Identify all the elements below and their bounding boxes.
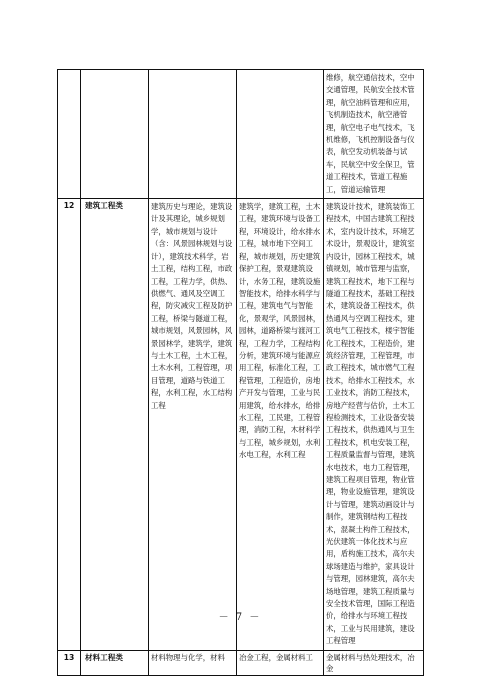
row-number: 12 [58, 199, 81, 651]
page-number: － 7 － [218, 612, 262, 623]
undergraduate-majors: 冶金工程，金属材料工 [237, 650, 324, 675]
vocational-majors: 维修，航空通信技术，空中交通管理，民航安全技术管理，航空油料管理和应用，飞机制造技术，航空港管理，航空电子电气技术，飞机维修，飞机控制设备与仪表，航空发动机装备与试车，民航空中安全保卫，管道工程技术，管道工程施工，管道运输管理 [324, 70, 424, 199]
category-name [81, 70, 149, 199]
row-number: 13 [58, 650, 81, 675]
vocational-majors: 金属材料与热处理技术，冶金 [324, 650, 424, 675]
vocational-majors: 建筑设计技术，建筑装饰工程技术，中国古建筑工程技术，室内设计技术，环境艺术设计，景观设计，建筑室内设计，园林工程技术，城镇规划，城市管理与监察，建筑工程技术，地下工程与隧道工程技术，基础工程技术，建筑设备工程技术，供热通风与空调工程技术，建筑电气工程技术，楼宇智能化工程技术，工程造价，建筑经济管理，工程管理，市政工程技术，城市燃气工程技术，给排水工程技术，水工业技术，消防工程技术，房地产经营与估价，土木工程检测技术，工业设备安装工程技术，供热通风与卫生工程技术，机电安装工程，工程质量监督与管理，建筑水电技术，电力工程管理，建筑工程项目管理，物业管理，物业设施管理，建筑设计与管理，建筑动画设计与制作，建筑钢结构工程技术，混凝土构件工程技术，光伏建筑一体化技术与应用，盾构施工技术，高尔夫球场建造与维护，家具设计与管理，园林建筑，高尔夫场地管理，建筑工程质量与安全技术管理，国际工程造价，给排水与环境工程技术，工业与民用建筑，建设工程管理 [324, 199, 424, 651]
table-row [58, 650, 424, 675]
postgraduate-majors: 建筑历史与理论，建筑设计及其理论，城乡规划学，城市规划与设计（含：风景园林规划与设计），建筑技术科学，岩土工程，结构工程，市政工程，工程力学，供热、供燃气、通风及空调工程，防灾减灾工程及防护工程，桥梁与隧道工程，城市规划，风景园林，风景园林学，建筑学，建筑与土木工程，土木工程，土木水利，工程管理，项目管理，道路与铁道工程，水利工程，水工结构工程 [149, 199, 237, 651]
postgraduate-majors [149, 70, 237, 199]
category-name: 材料工程类 [81, 650, 149, 675]
table-row [58, 199, 424, 651]
table-row [58, 70, 424, 199]
discipline-table [57, 69, 424, 676]
undergraduate-majors [237, 70, 324, 199]
row-number [58, 70, 81, 199]
category-name: 建筑工程类 [81, 199, 149, 651]
postgraduate-majors: 材料物理与化学，材料 [149, 650, 237, 675]
undergraduate-majors: 建筑学，建筑工程，土木工程，建筑环境与设备工程，环境设计，给水排水工程，城市地下空间工程，城市规划，历史建筑保护工程，景观建筑设计，水务工程，建筑设施智能技术，给排水科学与工程，建筑电气与智能化，景观学，风景园林，园林，道路桥梁与渡河工程，工程力学，工程结构分析，建筑环境与能源应用工程，标准化工程，工程管理，工程造价，房地产开发与管理，工业与民用建筑，给水排水，给排水工程，工民建，工程管理，消防工程，木材科学与工程，城乡规划，水利水电工程，水利工程 [237, 199, 324, 651]
